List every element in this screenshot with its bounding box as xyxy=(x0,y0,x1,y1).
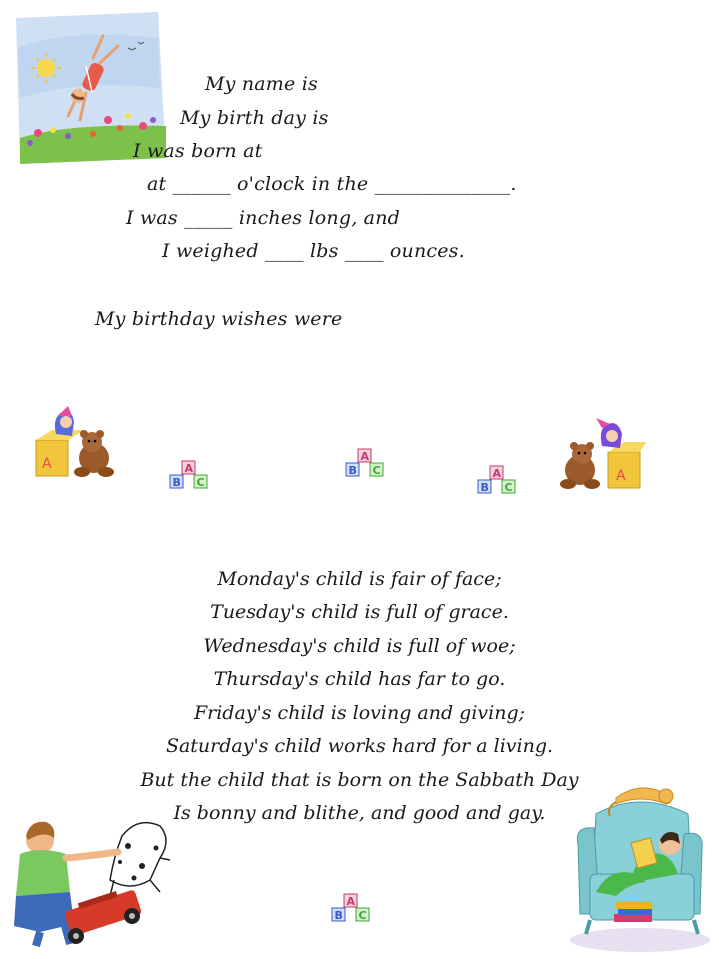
svg-text:C: C xyxy=(504,481,513,494)
poem-line: Saturday's child works hard for a living. xyxy=(165,735,554,757)
svg-text:C: C xyxy=(358,909,367,922)
svg-text:A: A xyxy=(346,895,356,908)
abc-blocks-illustration xyxy=(168,459,210,491)
abc-blocks-illustration xyxy=(330,892,372,924)
jack-in-box-teddy-illustration xyxy=(32,406,116,484)
poem-line: But the child that is born on the Sabbath Day xyxy=(140,769,579,791)
length-line: I was _____ inches long, and xyxy=(126,207,401,229)
svg-text:C: C xyxy=(196,476,205,489)
wishes-line: My birthday wishes were xyxy=(95,308,343,330)
jack-in-box-teddy-illustration xyxy=(556,418,648,496)
svg-text:B: B xyxy=(172,476,181,489)
svg-text:B: B xyxy=(348,464,357,477)
poem-line: Tuesday's child is full of grace. xyxy=(210,601,509,623)
born-line: I was born at xyxy=(133,140,263,162)
poem-line: Is bonny and blithe, and good and gay. xyxy=(173,802,546,824)
abc-blocks-illustration xyxy=(476,464,518,496)
name-line: My name is xyxy=(205,73,318,95)
time-line: at ______ o'clock in the ______________. xyxy=(147,173,517,195)
abc-blocks-illustration xyxy=(344,447,386,479)
svg-text:A: A xyxy=(42,456,52,472)
svg-text:A: A xyxy=(616,468,626,484)
boy-dalmatian-firetruck-illustration xyxy=(10,796,188,952)
child-reading-armchair-illustration xyxy=(566,774,714,954)
svg-text:A: A xyxy=(492,467,502,480)
birthday-line: My birth day is xyxy=(180,107,329,129)
poem-line: Friday's child is loving and giving; xyxy=(193,702,526,724)
svg-text:A: A xyxy=(360,450,370,463)
poem-line: Monday's child is fair of face; xyxy=(217,568,502,590)
svg-text:B: B xyxy=(480,481,489,494)
weight-line: I weighed ____ lbs ____ ounces. xyxy=(162,240,465,262)
svg-text:A: A xyxy=(184,462,194,475)
poem-line: Thursday's child has far to go. xyxy=(213,668,506,690)
poem-line: Wednesday's child is full of woe; xyxy=(203,635,516,657)
svg-text:B: B xyxy=(334,909,343,922)
svg-text:C: C xyxy=(372,464,381,477)
